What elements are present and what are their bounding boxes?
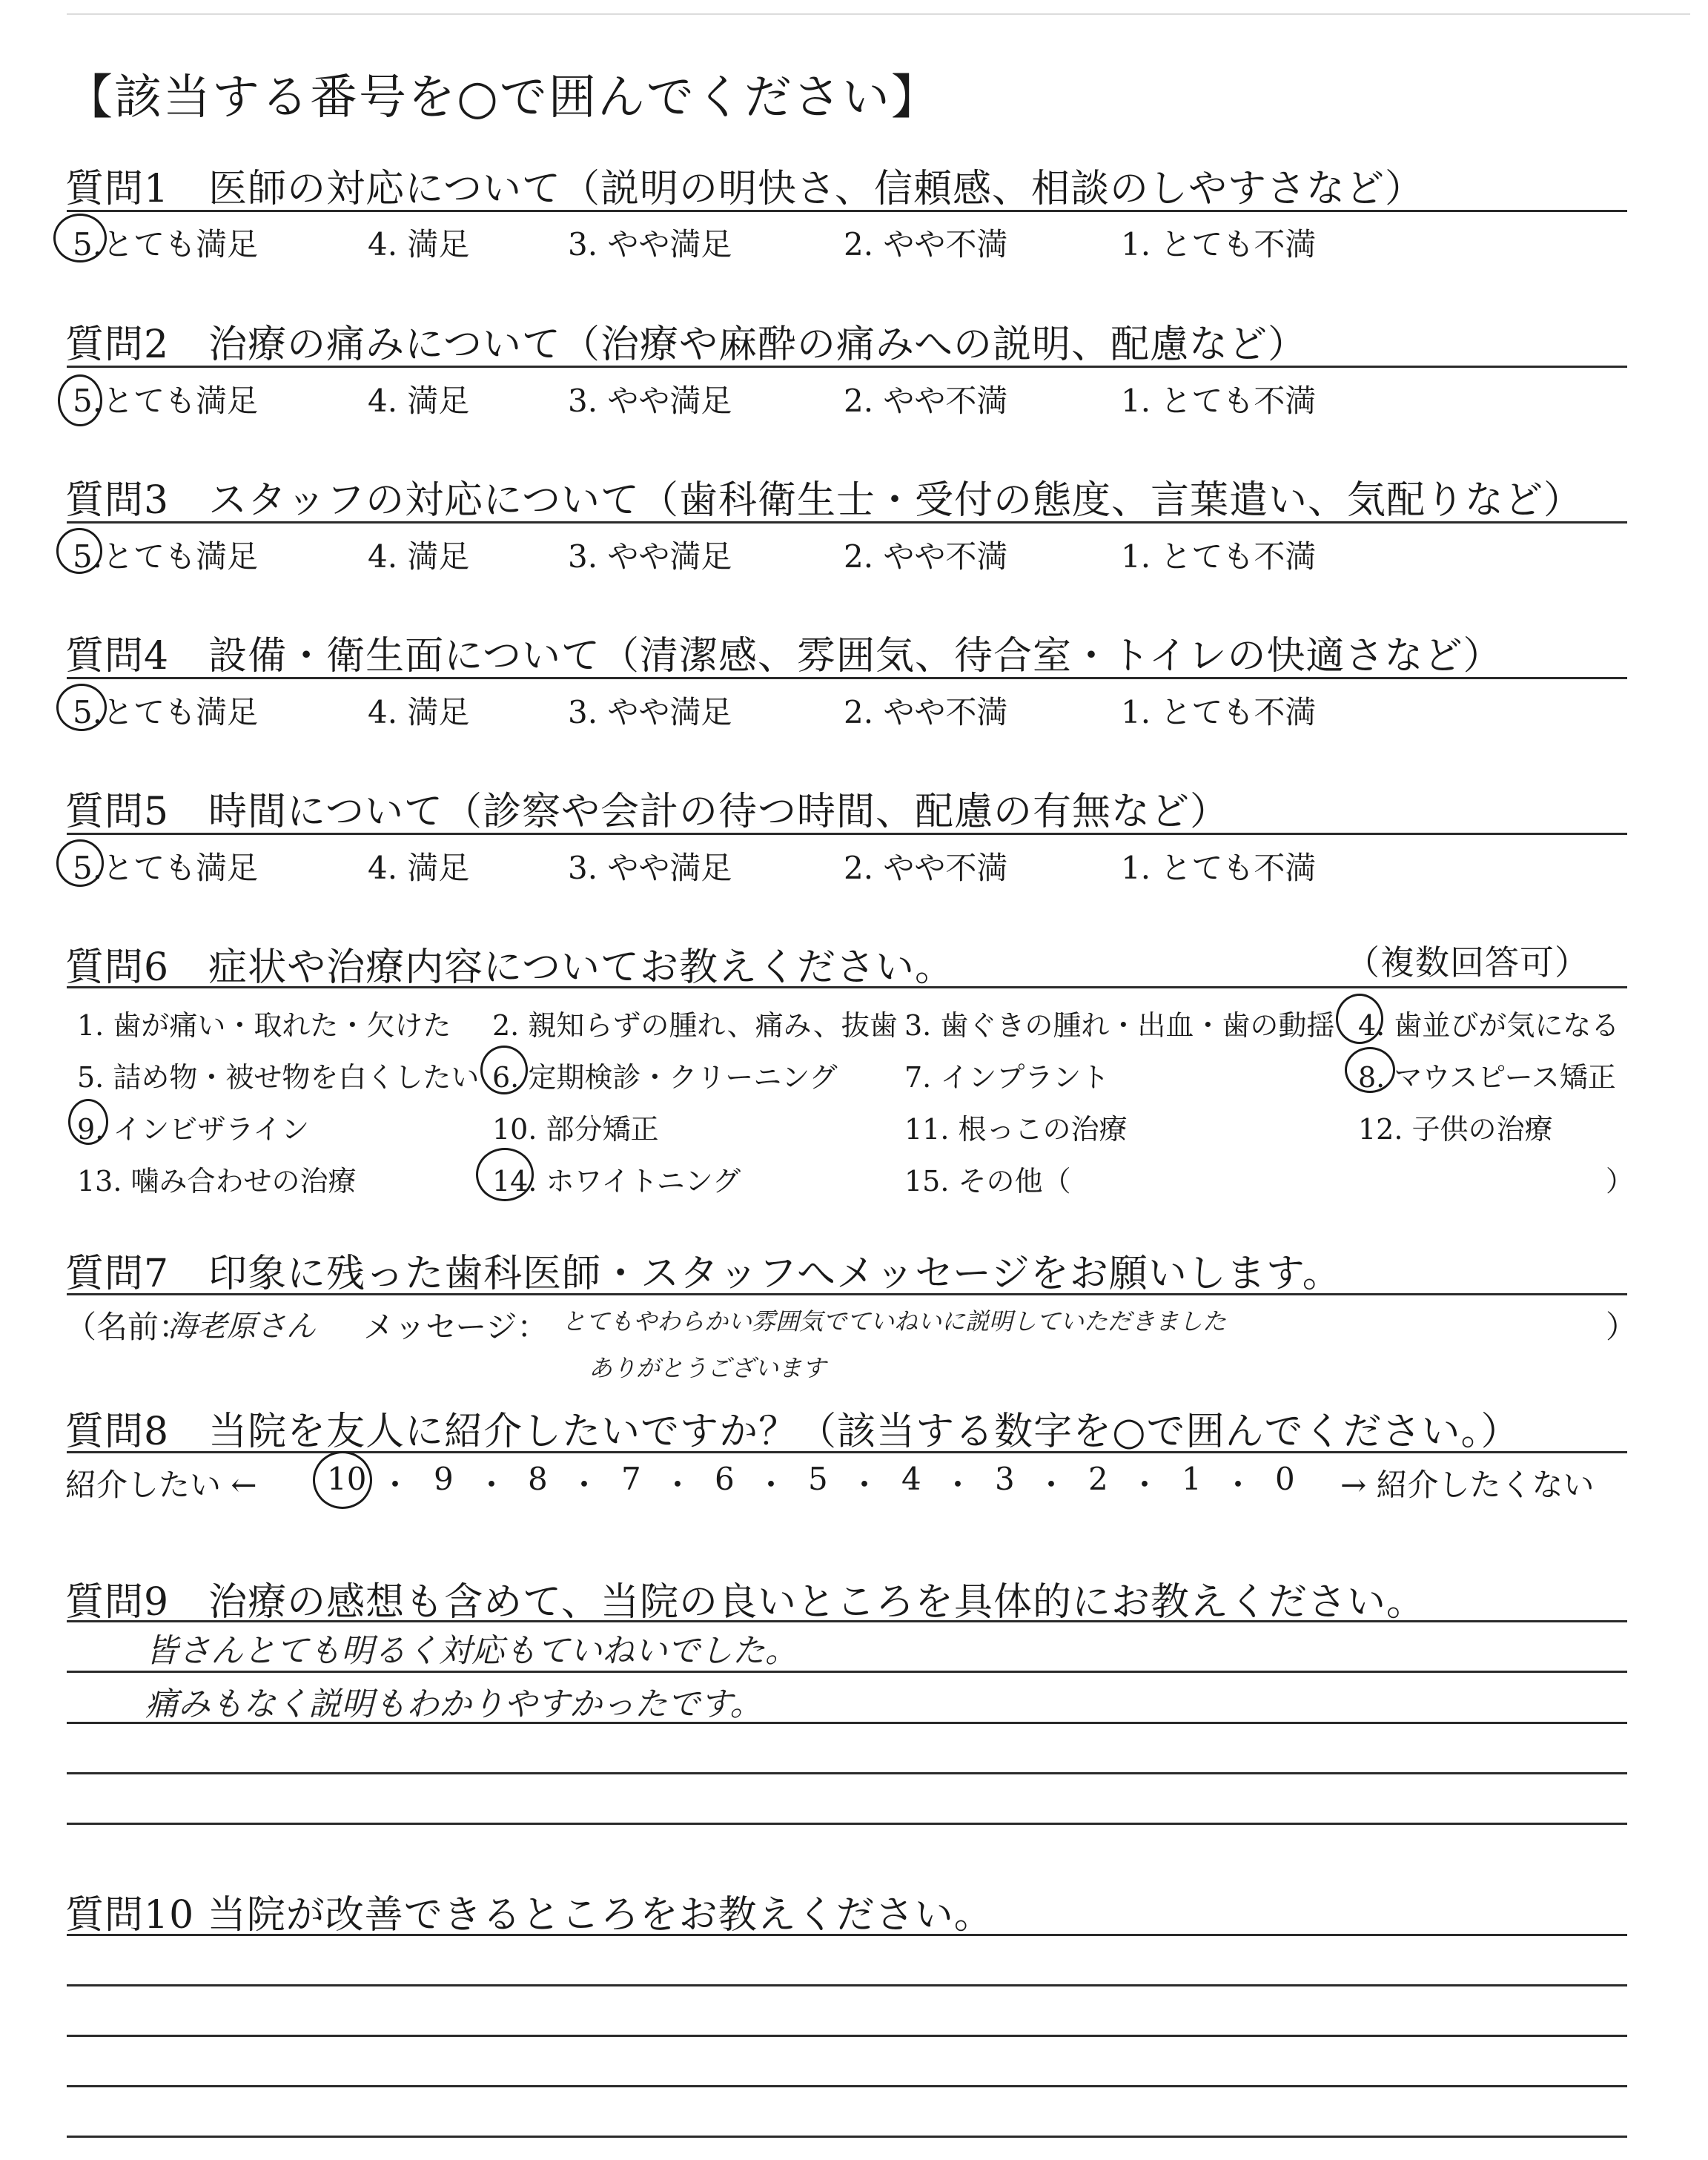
q1-option-2[interactable]: 2. やや不満 [844, 226, 1008, 262]
q3-option-3[interactable]: 3. やや満足 [568, 538, 732, 575]
q8-separator: ・ [476, 1467, 508, 1503]
q8-left-label: 紹介したい ← [65, 1467, 257, 1503]
q4-option-1[interactable]: 1. とても不満 [1121, 694, 1317, 730]
q9-answer-line1[interactable]: 皆さんとても明るく対応もていねいでした。 [145, 1632, 798, 1670]
q10-line-4 [67, 2085, 1627, 2087]
q7-name-value[interactable]: 海老原さん [168, 1309, 316, 1344]
q5-option-2[interactable]: 2. やや不満 [844, 850, 1008, 886]
q7-message-line1[interactable]: とてもやわらかい雰囲気でていねいに説明していただきました [562, 1307, 1227, 1335]
q4-option-5[interactable]: 5.とても満足 [73, 694, 259, 730]
q8-score-9[interactable]: 9 [434, 1461, 454, 1497]
question-7-title: 質問7 印象に残った歯科医師・スタッフへメッセージをお願いします。 [65, 1252, 1342, 1296]
question-4-title: 質問4 設備・衛生面について（清潔感、雰囲気、待合室・トイレの快適さなど） [65, 634, 1503, 678]
q8-separator: ・ [1222, 1467, 1254, 1503]
q6-item-2[interactable]: 2. 親知らずの腫れ、痛み、抜歯 [492, 1009, 898, 1042]
q3-option-2[interactable]: 2. やや不満 [844, 538, 1008, 575]
q2-selection-circle [58, 374, 102, 426]
q6-item-14[interactable]: 14. ホワイトニング [492, 1165, 741, 1198]
q7-message-label: メッセージ： [363, 1309, 549, 1345]
q8-score-7[interactable]: 7 [621, 1461, 641, 1497]
q10-line-1 [67, 1934, 1627, 1936]
question-4-rule [67, 677, 1627, 679]
question-5-rule [67, 833, 1627, 835]
q6-item-10[interactable]: 10. 部分矯正 [492, 1113, 659, 1146]
q5-option-3[interactable]: 3. やや満足 [568, 850, 732, 886]
q8-separator: ・ [569, 1467, 600, 1503]
q1-option-1[interactable]: 1. とても不満 [1121, 226, 1317, 262]
q6-item-9[interactable]: 9. インビザライン [77, 1113, 310, 1146]
q8-separator: ・ [380, 1467, 411, 1503]
q2-option-1[interactable]: 1. とても不満 [1121, 383, 1317, 419]
question-3-title: 質問3 スタッフの対応について（歯科衛生士・受付の態度、言葉遣い、気配りなど） [65, 478, 1583, 523]
q10-line-5 [67, 2136, 1627, 2138]
form-heading: 【該当する番号を○で囲んでください】 [65, 70, 940, 125]
q2-option-2[interactable]: 2. やや不満 [844, 383, 1008, 419]
q6-item-12[interactable]: 12. 子供の治療 [1358, 1113, 1553, 1146]
q8-score-3[interactable]: 3 [995, 1461, 1015, 1497]
q6-item-7[interactable]: 7. インプラント [904, 1061, 1110, 1094]
q8-separator: ・ [849, 1467, 881, 1503]
q9-line-4 [67, 1772, 1627, 1774]
q6-other-close-paren: ） [1606, 1165, 1635, 1198]
q10-line-3 [67, 2035, 1627, 2037]
question-2-rule [67, 366, 1627, 368]
q8-score-0[interactable]: 0 [1275, 1461, 1295, 1497]
q2-option-4[interactable]: 4. 満足 [368, 383, 470, 419]
question-1-rule [67, 210, 1627, 212]
q6-item-4-circle [1336, 994, 1383, 1044]
q8-right-label: → 紹介したくない [1340, 1467, 1595, 1503]
question-7-rule [67, 1293, 1627, 1295]
question-3-rule [67, 521, 1627, 524]
question-6-title: 質問6 症状や治療内容についてお教えください。 [65, 945, 955, 990]
q9-line-1 [67, 1620, 1627, 1622]
q9-line-3 [67, 1722, 1627, 1724]
q9-line-5 [67, 1823, 1627, 1825]
question-1-title: 質問1 医師の対応について（説明の明快さ、信頼感、相談のしやすさなど） [65, 167, 1424, 211]
q6-item-6-circle [480, 1046, 528, 1094]
q6-item-11[interactable]: 11. 根っこの治療 [904, 1113, 1128, 1146]
question-6-note: （複数回答可） [1345, 942, 1589, 982]
q6-item-6[interactable]: 6. 定期検診・クリーニング [492, 1061, 838, 1094]
q6-item-1[interactable]: 1. 歯が痛い・取れた・欠けた [77, 1009, 451, 1042]
q8-score-10[interactable]: 10 [327, 1461, 367, 1497]
q1-selection-circle [53, 214, 107, 262]
top-border [67, 13, 1690, 15]
question-6-rule [67, 986, 1627, 988]
q6-item-13[interactable]: 13. 噛み合わせの治療 [77, 1165, 357, 1198]
question-5-title: 質問5 時間について（診察や会計の待つ時間、配慮の有無など） [65, 790, 1230, 834]
question-8-title: 質問8 当院を友人に紹介したいですか？（該当する数字を○で囲んでください。） [65, 1410, 1520, 1454]
q9-answer-line2[interactable]: 痛みもなく説明もわかりやすかったです。 [145, 1685, 763, 1723]
q4-option-2[interactable]: 2. やや不満 [844, 694, 1008, 730]
q6-item-3[interactable]: 3. 歯ぐきの腫れ・出血・歯の動揺 [904, 1009, 1335, 1042]
q5-option-5[interactable]: 5.とても満足 [73, 850, 259, 886]
q6-item-4[interactable]: 4. 歯並びが気になる [1358, 1009, 1620, 1042]
q7-message-line2[interactable]: ありがとうございます [589, 1354, 827, 1382]
q1-option-4[interactable]: 4. 満足 [368, 226, 470, 262]
q8-score-6[interactable]: 6 [715, 1461, 735, 1497]
q6-item-8[interactable]: 8. マウスピース矯正 [1358, 1061, 1616, 1094]
q5-option-1[interactable]: 1. とても不満 [1121, 850, 1317, 886]
q5-option-4[interactable]: 4. 満足 [368, 850, 470, 886]
q8-score-8[interactable]: 8 [528, 1461, 548, 1497]
q7-close-paren: ） [1606, 1309, 1638, 1345]
question-8-rule [67, 1451, 1627, 1453]
q2-option-5[interactable]: 5.とても満足 [73, 383, 259, 419]
q1-option-5[interactable]: 5.とても満足 [73, 226, 259, 262]
q3-option-1[interactable]: 1. とても不満 [1121, 538, 1317, 575]
q10-line-2 [67, 1984, 1627, 1986]
q8-score-1[interactable]: 1 [1182, 1461, 1202, 1497]
q8-separator: ・ [755, 1467, 787, 1503]
q3-selection-circle [56, 528, 102, 574]
q1-option-3[interactable]: 3. やや満足 [568, 226, 732, 262]
q4-selection-circle [56, 684, 107, 731]
q8-separator: ・ [942, 1467, 974, 1503]
q8-separator: ・ [662, 1467, 694, 1503]
q8-score-2[interactable]: 2 [1088, 1461, 1108, 1497]
q4-option-3[interactable]: 3. やや満足 [568, 694, 732, 730]
q8-separator: ・ [1036, 1467, 1068, 1503]
q6-item-14-circle [476, 1148, 534, 1201]
q6-item-8-circle [1345, 1047, 1395, 1093]
q6-item-5[interactable]: 5. 詰め物・被せ物を白くしたい [77, 1061, 480, 1094]
q8-selection-circle [313, 1451, 372, 1509]
question-2-title: 質問2 治療の痛みについて（治療や麻酔の痛みへの説明、配慮など） [65, 323, 1308, 367]
q6-item-9-circle [68, 1099, 108, 1145]
q3-option-5[interactable]: 5.とても満足 [73, 538, 259, 575]
question-9-title: 質問9 治療の感想も含めて、当院の良いところを具体的にお教えください。 [65, 1580, 1426, 1625]
q3-option-4[interactable]: 4. 満足 [368, 538, 470, 575]
q2-option-3[interactable]: 3. やや満足 [568, 383, 732, 419]
q5-selection-circle [56, 839, 104, 887]
q8-score-4[interactable]: 4 [901, 1461, 921, 1497]
q7-name-label: （名前： [65, 1309, 191, 1345]
q4-option-4[interactable]: 4. 満足 [368, 694, 470, 730]
q9-line-2 [67, 1671, 1627, 1673]
q8-score-5[interactable]: 5 [808, 1461, 828, 1497]
q8-separator: ・ [1129, 1467, 1161, 1503]
q6-item-15[interactable]: 15. その他（ [904, 1165, 1071, 1198]
question-10-title: 質問10 当院が改善できるところをお教えください。 [65, 1893, 993, 1938]
